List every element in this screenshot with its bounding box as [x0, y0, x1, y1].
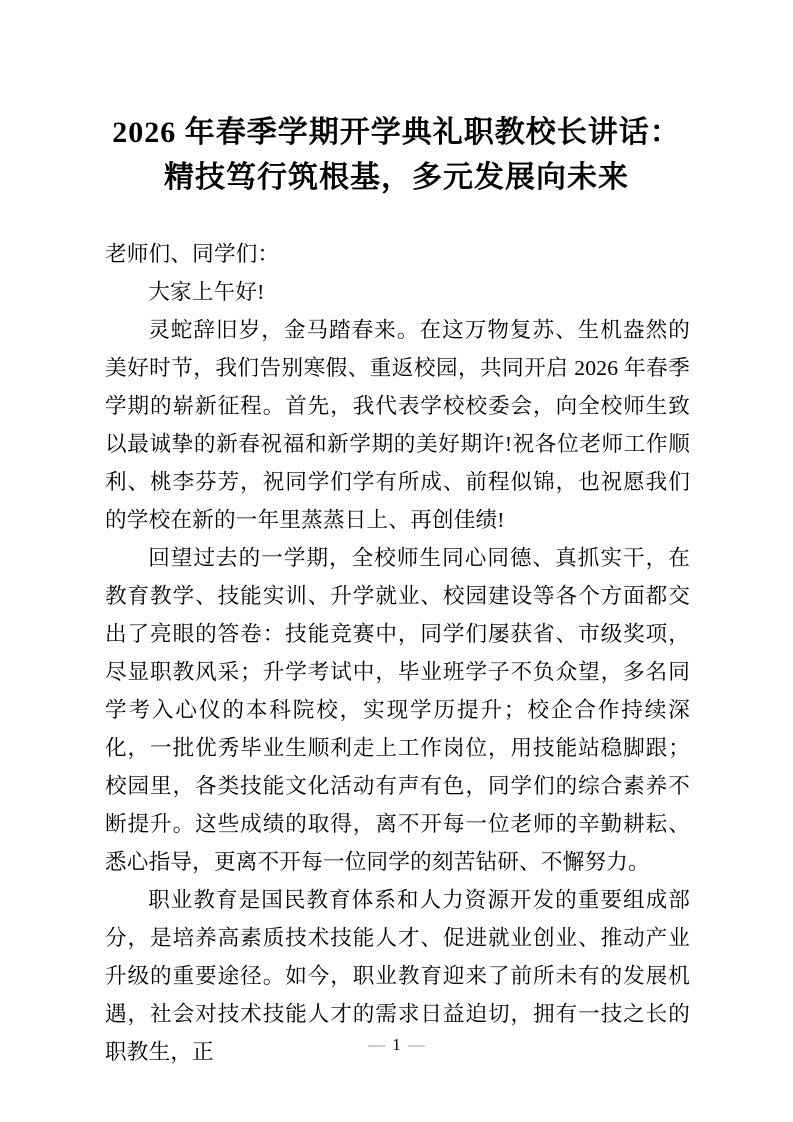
footer-dash-right: —: [407, 1035, 425, 1054]
title-line-2: 精技笃行筑根基，多元发展向未来: [164, 161, 629, 194]
title-line-1: 2026 年春季学期开学典礼职教校长讲话：: [112, 116, 681, 149]
vocational-education-paragraph: 职业教育是国民教育体系和人力资源开发的重要组成部分，是培养高素质技术技能人才、促进就业创业、推动产业升级的重要途径。如今，职业教育迎来了前所未有的发展机遇，社会对技术技能人才的需求日益迫切，拥有一技之长的职教生，正: [105, 888, 690, 1064]
document-body: [105, 235, 690, 1071]
salutation-paragraph: 老师们、同学们：: [105, 242, 280, 266]
opening-paragraph: 灵蛇辞旧岁，金马踏春来。在这万物复苏、生机盎然的美好时节，我们告别寒假、重返校园，共同开启 2026 年春季学期的崭新征程。首先，我代表学校校委会，向全校师生致以最诚挚的新春祝福和新学期的美好期许!祝各位老师工作顺利、桃李芬芳，祝同学们学有所成、前程似锦，也祝愿我们的学校在新的一年里蒸蒸日上、再创佳绩!: [105, 318, 690, 532]
semester-review-paragraph: 回望过去的一学期，全校师生同心同德、真抓实干，在教育教学、技能实训、升学就业、校园建设等各个方面都交出了亮眼的答卷：技能竞赛中，同学们屡获省、市级奖项，尽显职教风采；升学考试中，毕业班学子不负众望，多名同学考入心仪的本科院校，实现学历提升；校企合作持续深化，一批优秀毕业生顺利走上工作岗位，用技能站稳脚跟；校园里，各类技能文化活动有声有色，同学们的综合素养不断提升。这些成绩的取得，离不开每一位老师的辛勤耕耘、悉心指导，更离不开每一位同学的刻苦钻研、不懈努力。: [105, 546, 690, 874]
page-number: 1: [392, 1035, 401, 1054]
footer-dash-left: —: [368, 1035, 386, 1054]
page-footer: [0, 1032, 793, 1058]
document-title: [52, 110, 741, 200]
greeting-paragraph: 大家上午好!: [148, 280, 265, 304]
